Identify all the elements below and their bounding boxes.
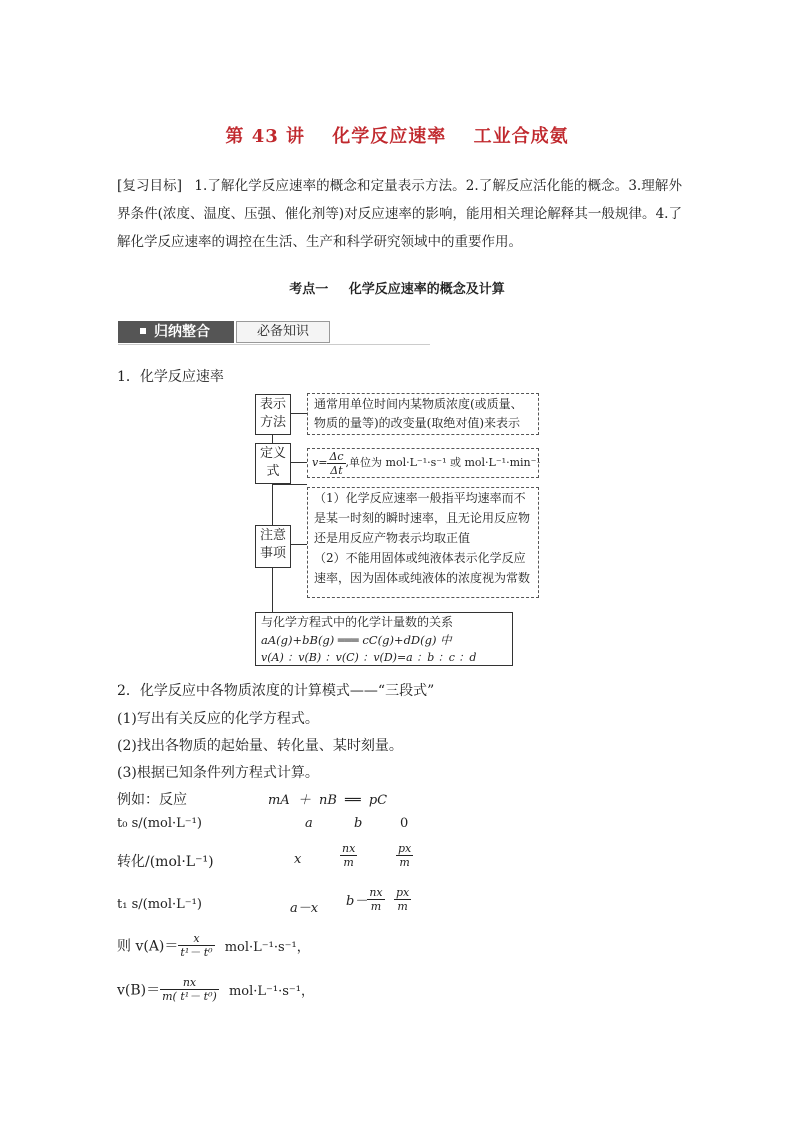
example-label: 例如：反应 [117, 792, 187, 808]
banner-rule [118, 344, 430, 345]
row-t0-label: t₀ s/(mol·L⁻¹) [117, 816, 202, 831]
knowledge-banner [118, 321, 430, 345]
result-vB: v(B)＝ $\frac{nx}{\text{m( t¹－ t⁰)}}$ mol·L⁻¹·s⁻¹， [117, 976, 314, 1003]
example-equation: mA ＋ nB ══ pC [268, 793, 388, 808]
item-1-heading: 1．化学反应速率 [117, 369, 224, 385]
node-expression-method: 表示方法 [255, 394, 291, 435]
review-goals [117, 172, 682, 256]
row-conv-label: 转化/(mol·L⁻¹) [117, 854, 214, 870]
section-point: 考点一 [289, 282, 329, 297]
step-1: (1)写出有关反应的化学方程式。 [117, 711, 319, 727]
page-title [0, 122, 794, 148]
square-icon [140, 328, 146, 334]
row-t1-label: t₁ s/(mol·L⁻¹) [117, 897, 202, 912]
result-vA: 则 v(A)＝ $\frac{x}{\text{t¹－ t⁰}}$ mol·L⁻¹·s⁻¹， [117, 932, 310, 959]
connector-3b [272, 484, 307, 485]
banner-dark: 归纳整合 [118, 321, 234, 343]
connector-3 [289, 544, 307, 545]
connector-1 [289, 413, 307, 414]
title-part1: 化学反应速率 [332, 126, 447, 147]
delta-fraction: $\frac{\Delta c}{\Delta t}$ [329, 449, 344, 477]
connector-2 [289, 462, 307, 463]
step-2: (2)找出各物质的起始量、转化量、某时刻量。 [117, 738, 403, 754]
item-2-heading: 2．化学反应中各物质浓度的计算模式——“三段式” [117, 683, 435, 699]
t1-b: b－ $\frac{nx}{m}$ [346, 886, 383, 913]
conv-a: x [294, 852, 302, 867]
node-coefficient-relation: 与化学方程式中的化学计量数的关系 aA(g)+bB(g) ═══ cC(g)+dD(g) 中 v(A) ：v(B) ：v(C) ：v(D)=a ：b ：c ：d [255, 612, 513, 666]
goals-label: [复习目标] [117, 178, 183, 194]
goals-text: 1.了解化学反应速率的概念和定量表示方法。2.了解反应活化能的概念。3.理解外界条件(浓度、温度、压强、催化剂等)对反应速率的影响，能用相关理论解释其一般规律。4.了解化学反应速率的调控在生活、生产和科学研究领域中的重要作用。 [117, 178, 682, 250]
node3-notes: （1）化学反应速率一般指平均速率而不是某一时刻的瞬时速率，且无论用反应物还是用反应产物表示均取正值 （2）不能用固体或纯液体表示化学反应速率，因为固体或纯液体的浓度视为常数 [307, 487, 539, 598]
conv-b: $\frac{nx}{m}$ [342, 842, 356, 869]
t1-a: a－x [290, 901, 319, 916]
t0-b: b [354, 816, 363, 831]
conv-c: $\frac{px}{m}$ [398, 842, 412, 869]
step-3: (3)根据已知条件列方程式计算。 [117, 765, 319, 781]
section-title: 化学反应速率的概念及计算 [348, 282, 505, 297]
node-notes: 注意事项 [255, 525, 291, 568]
node2-formula: v= $\frac{\Delta c}{\Delta t}$ ,单位为 mol·L⁻¹·s⁻¹ 或 mol·L⁻¹·min⁻¹ [307, 448, 539, 478]
t1-c: $\frac{px}{m}$ [396, 886, 410, 913]
banner-light: 必备知识 [236, 321, 330, 343]
title-part2: 工业合成氨 [473, 126, 569, 147]
node1-description: 通常用单位时间内某物质浓度(或质量、物质的量等)的改变量(取绝对值)来表示 [307, 393, 539, 435]
node-definition: 定义式 [255, 443, 291, 484]
lecture-number: 第 43 讲 [225, 126, 306, 147]
t0-c: 0 [400, 816, 409, 831]
section-heading [0, 278, 794, 297]
t0-a: a [305, 816, 313, 831]
